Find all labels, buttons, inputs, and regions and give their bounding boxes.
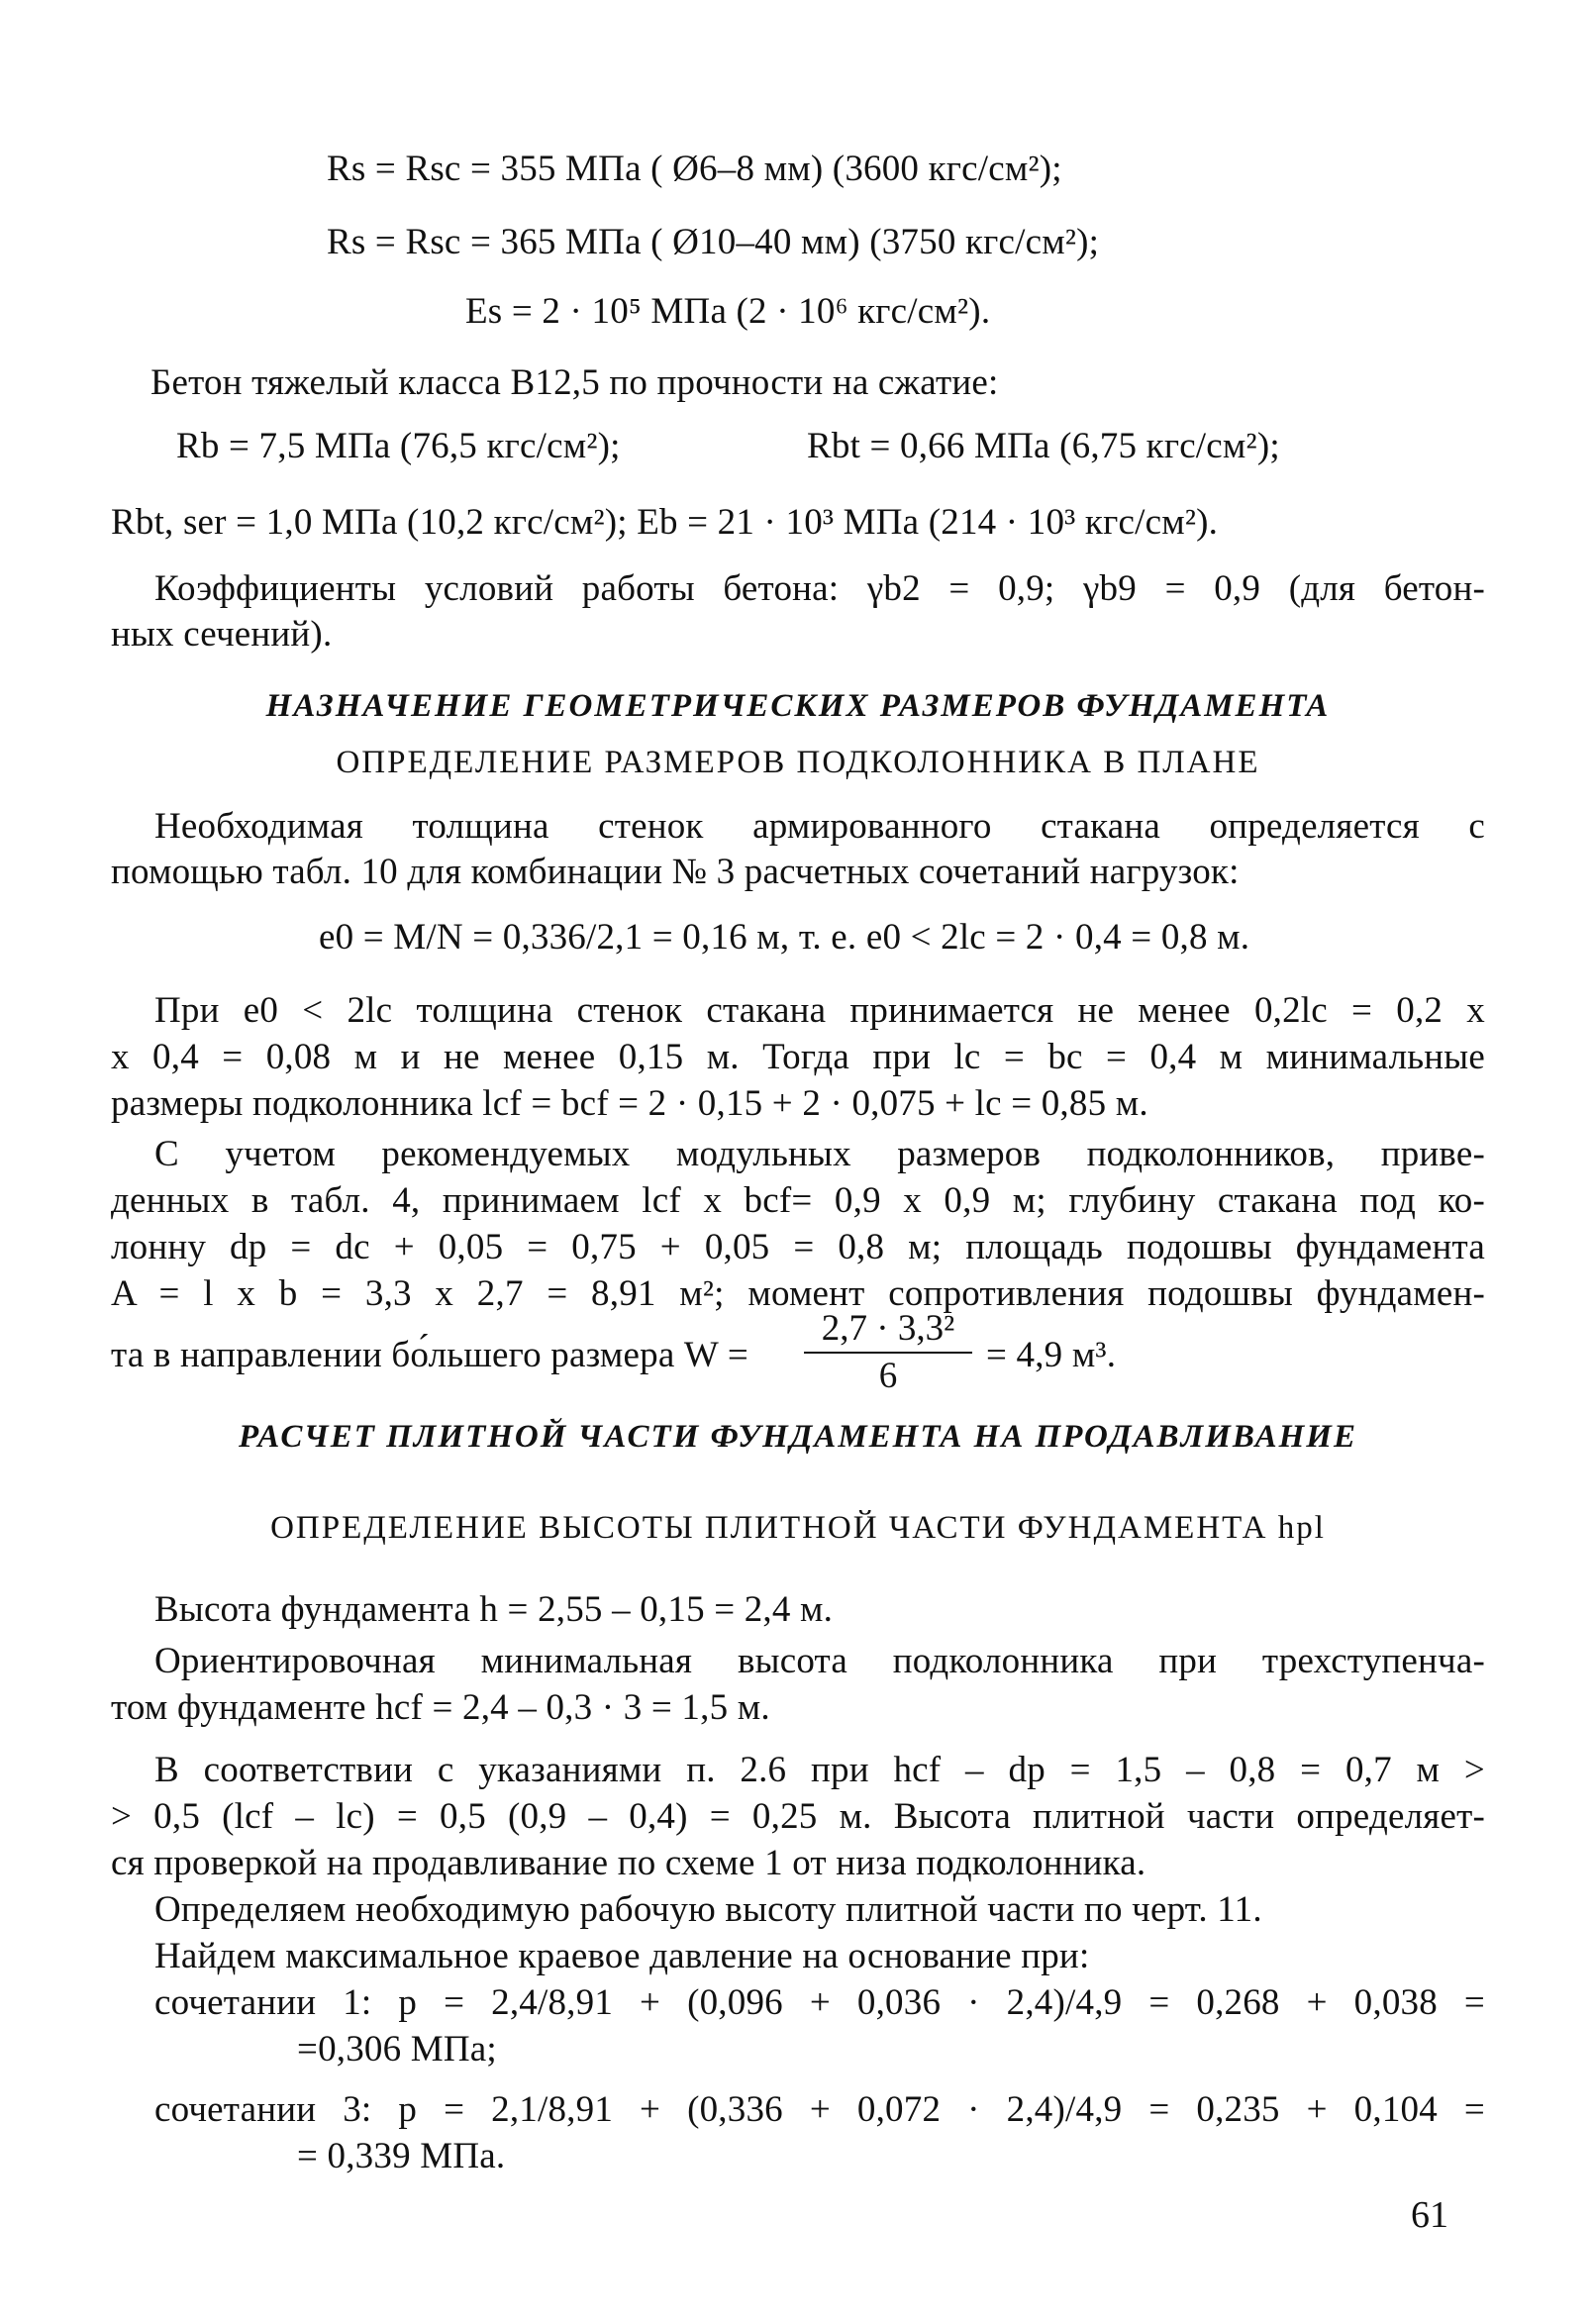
formula-rb: Rb = 7,5 МПа (76,5 кгс/см²); [176, 426, 621, 466]
combination-3-line-1: сочетании 3: p = 2,1/8,91 + (0,336 + 0,072 · 2,4)/4,9 = 0,235 + 0,104 = [154, 2089, 1485, 2130]
fraction-numerator: 2,7 · 3,3² [821, 1308, 955, 1349]
page-number: 61 [1411, 2194, 1448, 2236]
paragraph-2-line-1: При e0 < 2lc толщина стенок стакана принимается не менее 0,2lc = 0,2 x [154, 990, 1485, 1031]
paragraph-7: Определяем необходимую рабочую высоту плитной части по черт. 11. [154, 1889, 1262, 1930]
paragraph-3-line-5-suffix: = 4,9 м³. [986, 1335, 1117, 1375]
paragraph-2-line-3: размеры подколонника lcf = bcf = 2 · 0,15 + 2 · 0,075 + lc = 0,85 м. [111, 1083, 1148, 1124]
fraction-denominator: 6 [878, 1356, 898, 1396]
paragraph-3-line-3: лонну dp = dc + 0,05 = 0,75 + 0,05 = 0,8 м; площадь подошвы фундамента [111, 1227, 1485, 1267]
coefficients-line-1: Коэффициенты условий работы бетона: γb2 = 0,9; γb9 = 0,9 (для бетон- [154, 568, 1485, 609]
paragraph-3-line-1: С учетом рекомендуемых модульных размеров подколонников, приве- [154, 1134, 1485, 1174]
paragraph-6-line-2: > 0,5 (lcf – lc) = 0,5 (0,9 – 0,4) = 0,25 м. Высота плитной части определяет- [111, 1796, 1485, 1837]
formula-rs-1: Rs = Rsc = 355 МПа ( Ø6–8 мм) (3600 кгс/см²); [327, 149, 1062, 189]
paragraph-3-line-2: денных в табл. 4, принимаем lcf x bcf= 0,9 x 0,9 м; глубину стакана под ко- [111, 1180, 1485, 1221]
formula-rbt: Rbt = 0,66 МПа (6,75 кгс/см²); [807, 426, 1280, 466]
combination-1-line-2: =0,306 МПа; [297, 2029, 497, 2070]
section-heading-punching: РАСЧЕТ ПЛИТНОЙ ЧАСТИ ФУНДАМЕНТА НА ПРОДАВЛИВАНИЕ [238, 1419, 1357, 1455]
paragraph-1-line-2: помощью табл. 10 для комбинации № 3 расчетных сочетаний нагрузок: [111, 852, 1240, 892]
section-heading-geometry: НАЗНАЧЕНИЕ ГЕОМЕТРИЧЕСКИХ РАЗМЕРОВ ФУНДАМЕНТА [265, 688, 1331, 724]
paragraph-6-line-3: ся проверкой на продавливание по схеме 1 от низа подколонника. [111, 1843, 1146, 1883]
paragraph-3-line-4: A = l x b = 3,3 x 2,7 = 8,91 м²; момент сопротивления подошвы фундамен- [111, 1273, 1485, 1314]
paragraph-3-line-5-prefix: та в направлении бо́льшего размера W = [111, 1335, 748, 1375]
paragraph-1-line-1: Необходимая толщина стенок армированного стакана определяется с [154, 806, 1485, 847]
paragraph-6-line-1: В соответствии с указаниями п. 2.6 при hcf – dp = 1,5 – 0,8 = 0,7 м > [154, 1750, 1485, 1790]
paragraph-height: Высота фундамента h = 2,55 – 0,15 = 2,4 м. [154, 1589, 834, 1630]
formula-rs-2: Rs = Rsc = 365 МПа ( Ø10–40 мм) (3750 кгс/см²); [327, 222, 1100, 262]
paragraph-8: Найдем максимальное краевое давление на основание при: [154, 1936, 1090, 1976]
subsection-heading-plan: ОПРЕДЕЛЕНИЕ РАЗМЕРОВ ПОДКОЛОННИКА В ПЛАНЕ [336, 745, 1260, 780]
formula-es: Es = 2 · 10⁵ МПа (2 · 10⁶ кгс/см²). [465, 291, 991, 332]
combination-1-line-1: сочетании 1: p = 2,4/8,91 + (0,096 + 0,036 · 2,4)/4,9 = 0,268 + 0,038 = [154, 1982, 1485, 2023]
concrete-intro: Бетон тяжелый класса B12,5 по прочности на сжатие: [150, 362, 999, 403]
paragraph-5-line-2: том фундаменте hcf = 2,4 – 0,3 · 3 = 1,5 м. [111, 1687, 770, 1728]
subsection-heading-height: ОПРЕДЕЛЕНИЕ ВЫСОТЫ ПЛИТНОЙ ЧАСТИ ФУНДАМЕНТА hpl [270, 1510, 1326, 1546]
coefficients-line-2: ных сечений). [111, 614, 333, 655]
fraction-bar [804, 1352, 972, 1354]
formula-rbtser: Rbt, ser = 1,0 МПа (10,2 кгс/см²); Eb = 21 · 10³ МПа (214 · 10³ кгс/см²). [111, 502, 1219, 543]
combination-3-line-2: = 0,339 МПа. [297, 2136, 506, 2176]
paragraph-5-line-1: Ориентировочная минимальная высота подколонника при трехступенча- [154, 1641, 1485, 1681]
formula-e0: e0 = M/N = 0,336/2,1 = 0,16 м, т. е. e0 < 2lc = 2 · 0,4 = 0,8 м. [319, 917, 1250, 958]
paragraph-2-line-2: x 0,4 = 0,08 м и не менее 0,15 м. Тогда при lc = bc = 0,4 м минимальные [111, 1037, 1485, 1077]
